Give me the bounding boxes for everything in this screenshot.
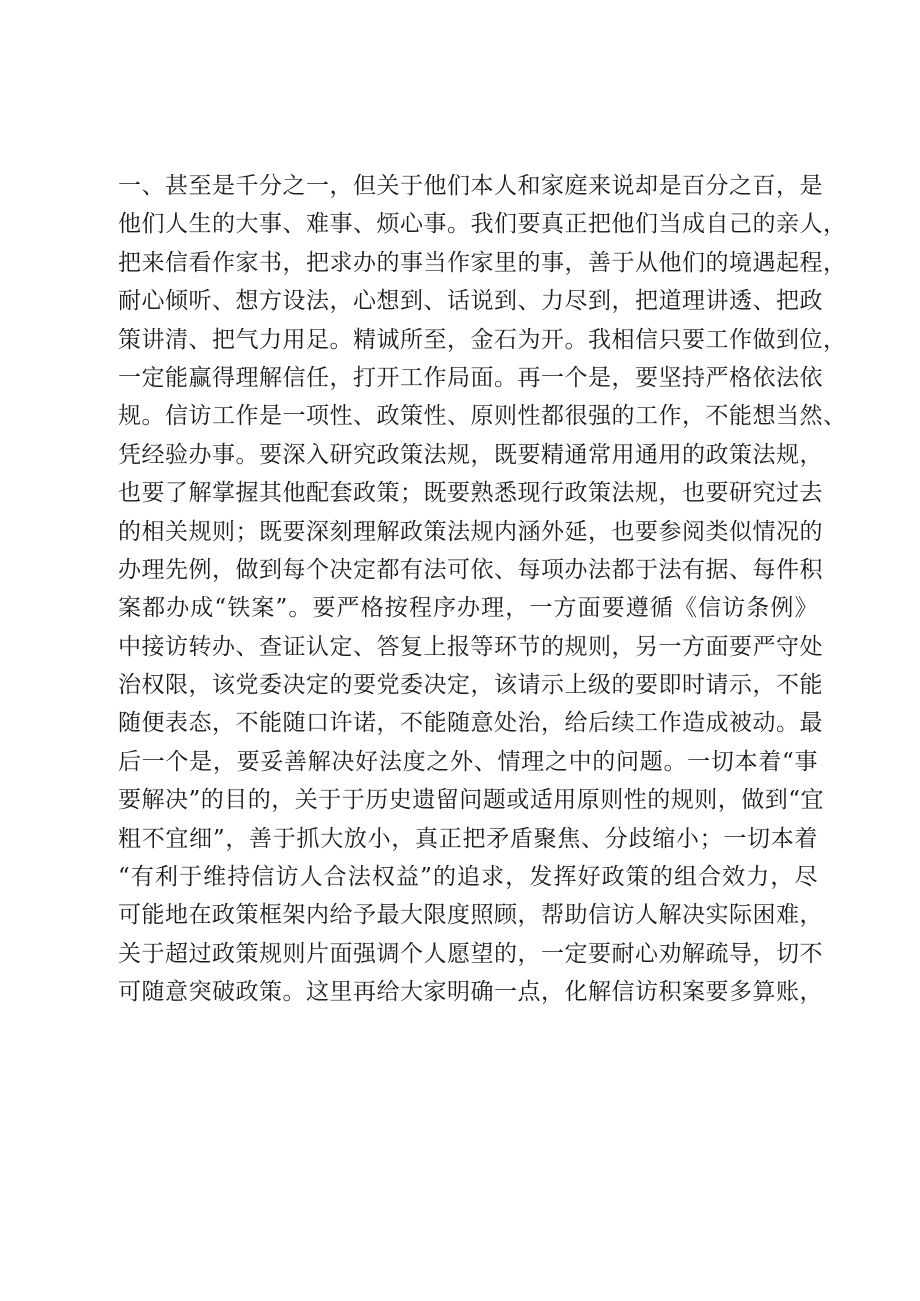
text-line: 也要了解掌握其他配套政策；既要熟悉现行政策法规，也要研究过去 — [118, 480, 823, 507]
text-line: 策讲清、把气力用足。精诚所至，金石为开。我相信只要工作做到位， — [118, 326, 847, 353]
text-line: 可随意突破政策。这里再给大家明确一点，化解信访积案要多算账， — [118, 979, 823, 1006]
text-line: 办理先例，做到每个决定都有法可依、每项办法都于法有据、每件积 — [118, 556, 823, 583]
text-line: 要解决”的目的，关于于历史遗留问题或适用原则性的规则，做到“宜 — [118, 787, 825, 814]
text-line: 耐心倾听、想方设法，心想到、话说到、力尽到，把道理讲透、把政 — [118, 288, 823, 315]
text-line: 随便表态，不能随口许诺，不能随意处治，给后续工作造成被动。最 — [118, 710, 823, 737]
text-line: 后一个是，要妥善解决好法度之外、情理之中的问题。一切本着“事 — [118, 748, 818, 775]
text-line: 规。信访工作是一项性、政策性、原则性都很强的工作，不能想当然、 — [118, 403, 847, 430]
body-text — [118, 167, 847, 1012]
text-line: 案都办成“铁案”。要严格按程序办理，一方面要遵循《信访条例》 — [118, 595, 818, 622]
text-line: 关于超过政策规则片面强调个人愿望的，一定要耐心劝解疏导，切不 — [118, 940, 823, 967]
text-line: 可能地在政策框架内给予最大限度照顾，帮助信访人解决实际困难， — [118, 902, 823, 929]
text-line: 一、甚至是千分之一，但关于他们本人和家庭来说却是百分之百，是 — [118, 173, 823, 199]
text-line: 粗不宜细”，善于抓大放小，真正把矛盾聚焦、分歧缩小；一切本着 — [118, 825, 818, 852]
text-line: “有利于维持信访人合法权益”的追求，发挥好政策的组合效力，尽 — [118, 864, 818, 891]
text-line: 他们人生的大事、难事、烦心事。我们要真正把他们当成自己的亲人， — [118, 211, 847, 238]
text-line: 把来信看作家书，把求办的事当作家里的事，善于从他们的境遇起程， — [118, 249, 847, 276]
text-line: 中接访转办、查证认定、答复上报等环节的规则，另一方面要严守处 — [118, 633, 823, 660]
text-line: 一定能赢得理解信任，打开工作局面。再一个是，要坚持严格依法依 — [118, 364, 823, 391]
text-line: 治权限，该党委决定的要党委决定，该请示上级的要即时请示，不能 — [118, 672, 823, 699]
text-line: 的相关规则；既要深刻理解政策法规内涵外延，也要参阅类似情况的 — [118, 518, 823, 545]
text-line: 凭经验办事。要深入研究政策法规，既要精通常用通用的政策法规， — [118, 441, 823, 468]
